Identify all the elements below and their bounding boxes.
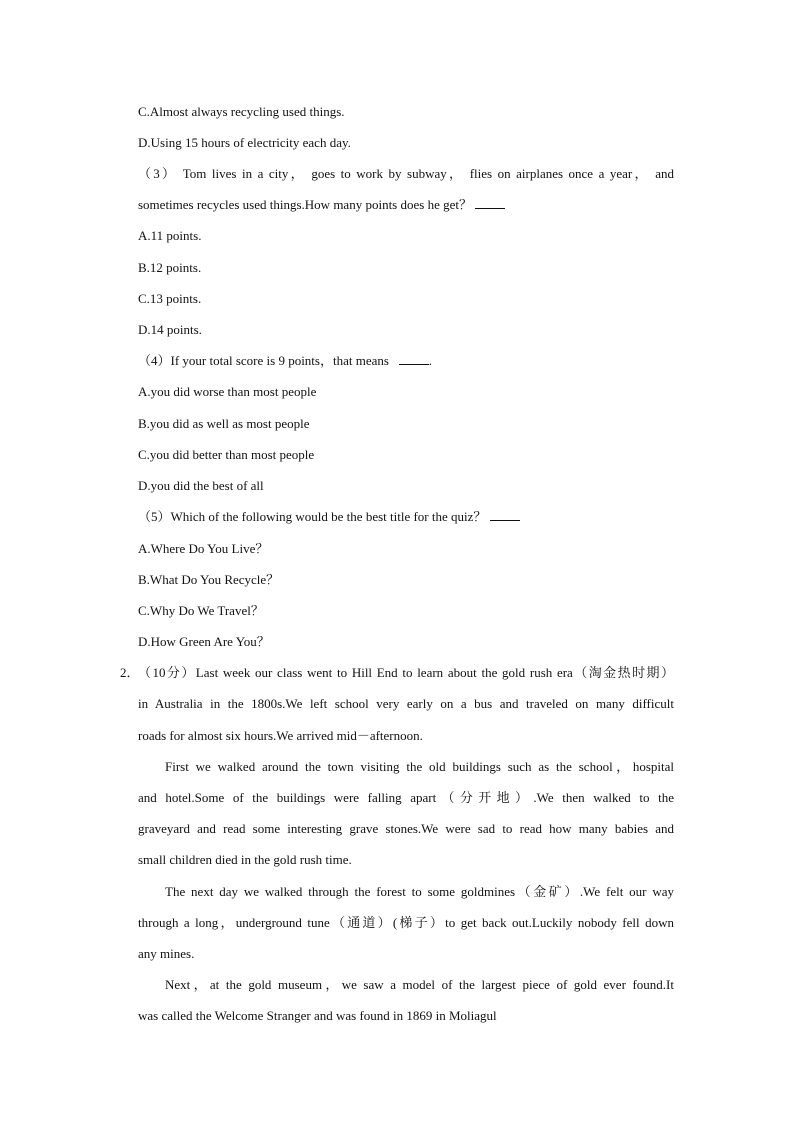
q4-question-text: （4）If your total score is 9 points，that means: [138, 353, 389, 368]
passage-line: graveyard and read some interesting grave stones.We were sad to read how many babies and: [138, 821, 674, 836]
q3-option-b: B.12 points.: [138, 260, 202, 275]
q4-question: （4）If your total score is 9 points，that means .: [138, 353, 432, 368]
passage-line: and hotel.Some of the buildings were falling apart（分开地）.We then walked to the: [138, 790, 674, 805]
passage-line: （10分）Last week our class went to Hill End to learn about the gold rush era（淘金热时期）: [138, 665, 674, 680]
q3-option-d: D.14 points.: [138, 322, 202, 337]
q5-option-d: D.How Green Are You？: [138, 634, 270, 649]
passage-line: any mines.: [138, 946, 195, 961]
passage-line: was called the Welcome Stranger and was found in 1869 in Moliagul: [138, 1008, 497, 1023]
q5-question-text: （5）Which of the following would be the best title for the quiz？: [138, 509, 487, 524]
passage-line: The next day we walked through the forest to some goldmines（金矿）.We felt our way: [165, 884, 674, 899]
passage-line: First we walked around the town visiting the old buildings such as the school，hospital: [165, 759, 674, 774]
answer-blank: [490, 509, 520, 521]
passage-line: in Australia in the 1800s.We left school very early on a bus and traveled on many difficult: [138, 696, 674, 711]
passage-line: Next，at the gold museum，we saw a model of the largest piece of gold ever found.It: [165, 977, 674, 992]
q3-question-line1: （3） Tom lives in a city， goes to work by subway， flies on airplanes once a year， and: [138, 166, 674, 181]
q4-option-c: C.you did better than most people: [138, 447, 315, 462]
q1-option-d: D.Using 15 hours of electricity each day.: [138, 135, 351, 150]
q4-option-b: B.you did as well as most people: [138, 416, 310, 431]
answer-blank: [399, 353, 429, 365]
answer-blank: [475, 197, 505, 209]
q5-option-c: C.Why Do We Travel？: [138, 603, 264, 618]
q3-option-c: C.13 points.: [138, 291, 202, 306]
q3-option-a: A.11 points.: [138, 228, 202, 243]
q3-question-line2: [138, 197, 674, 213]
passage-line: roads for almost six hours.We arrived mid－afternoon.: [138, 728, 423, 743]
q3-question-text: sometimes recycles used things.How many points does he get？: [138, 197, 472, 212]
q4-option-a: A.you did worse than most people: [138, 384, 317, 399]
q5-option-b: B.What Do You Recycle？: [138, 572, 280, 587]
passage-line: small children died in the gold rush time.: [138, 852, 352, 867]
question-number: 2．: [120, 665, 140, 680]
passage-line: through a long，underground tune（通道）(梯子）to get back out.Luckily nobody fell down: [138, 915, 674, 930]
q5-question: [138, 509, 674, 525]
q4-option-d: D.you did the best of all: [138, 478, 264, 493]
q1-option-c: C.Almost always recycling used things.: [138, 104, 345, 119]
q5-option-a: A.Where Do You Live？: [138, 541, 269, 556]
